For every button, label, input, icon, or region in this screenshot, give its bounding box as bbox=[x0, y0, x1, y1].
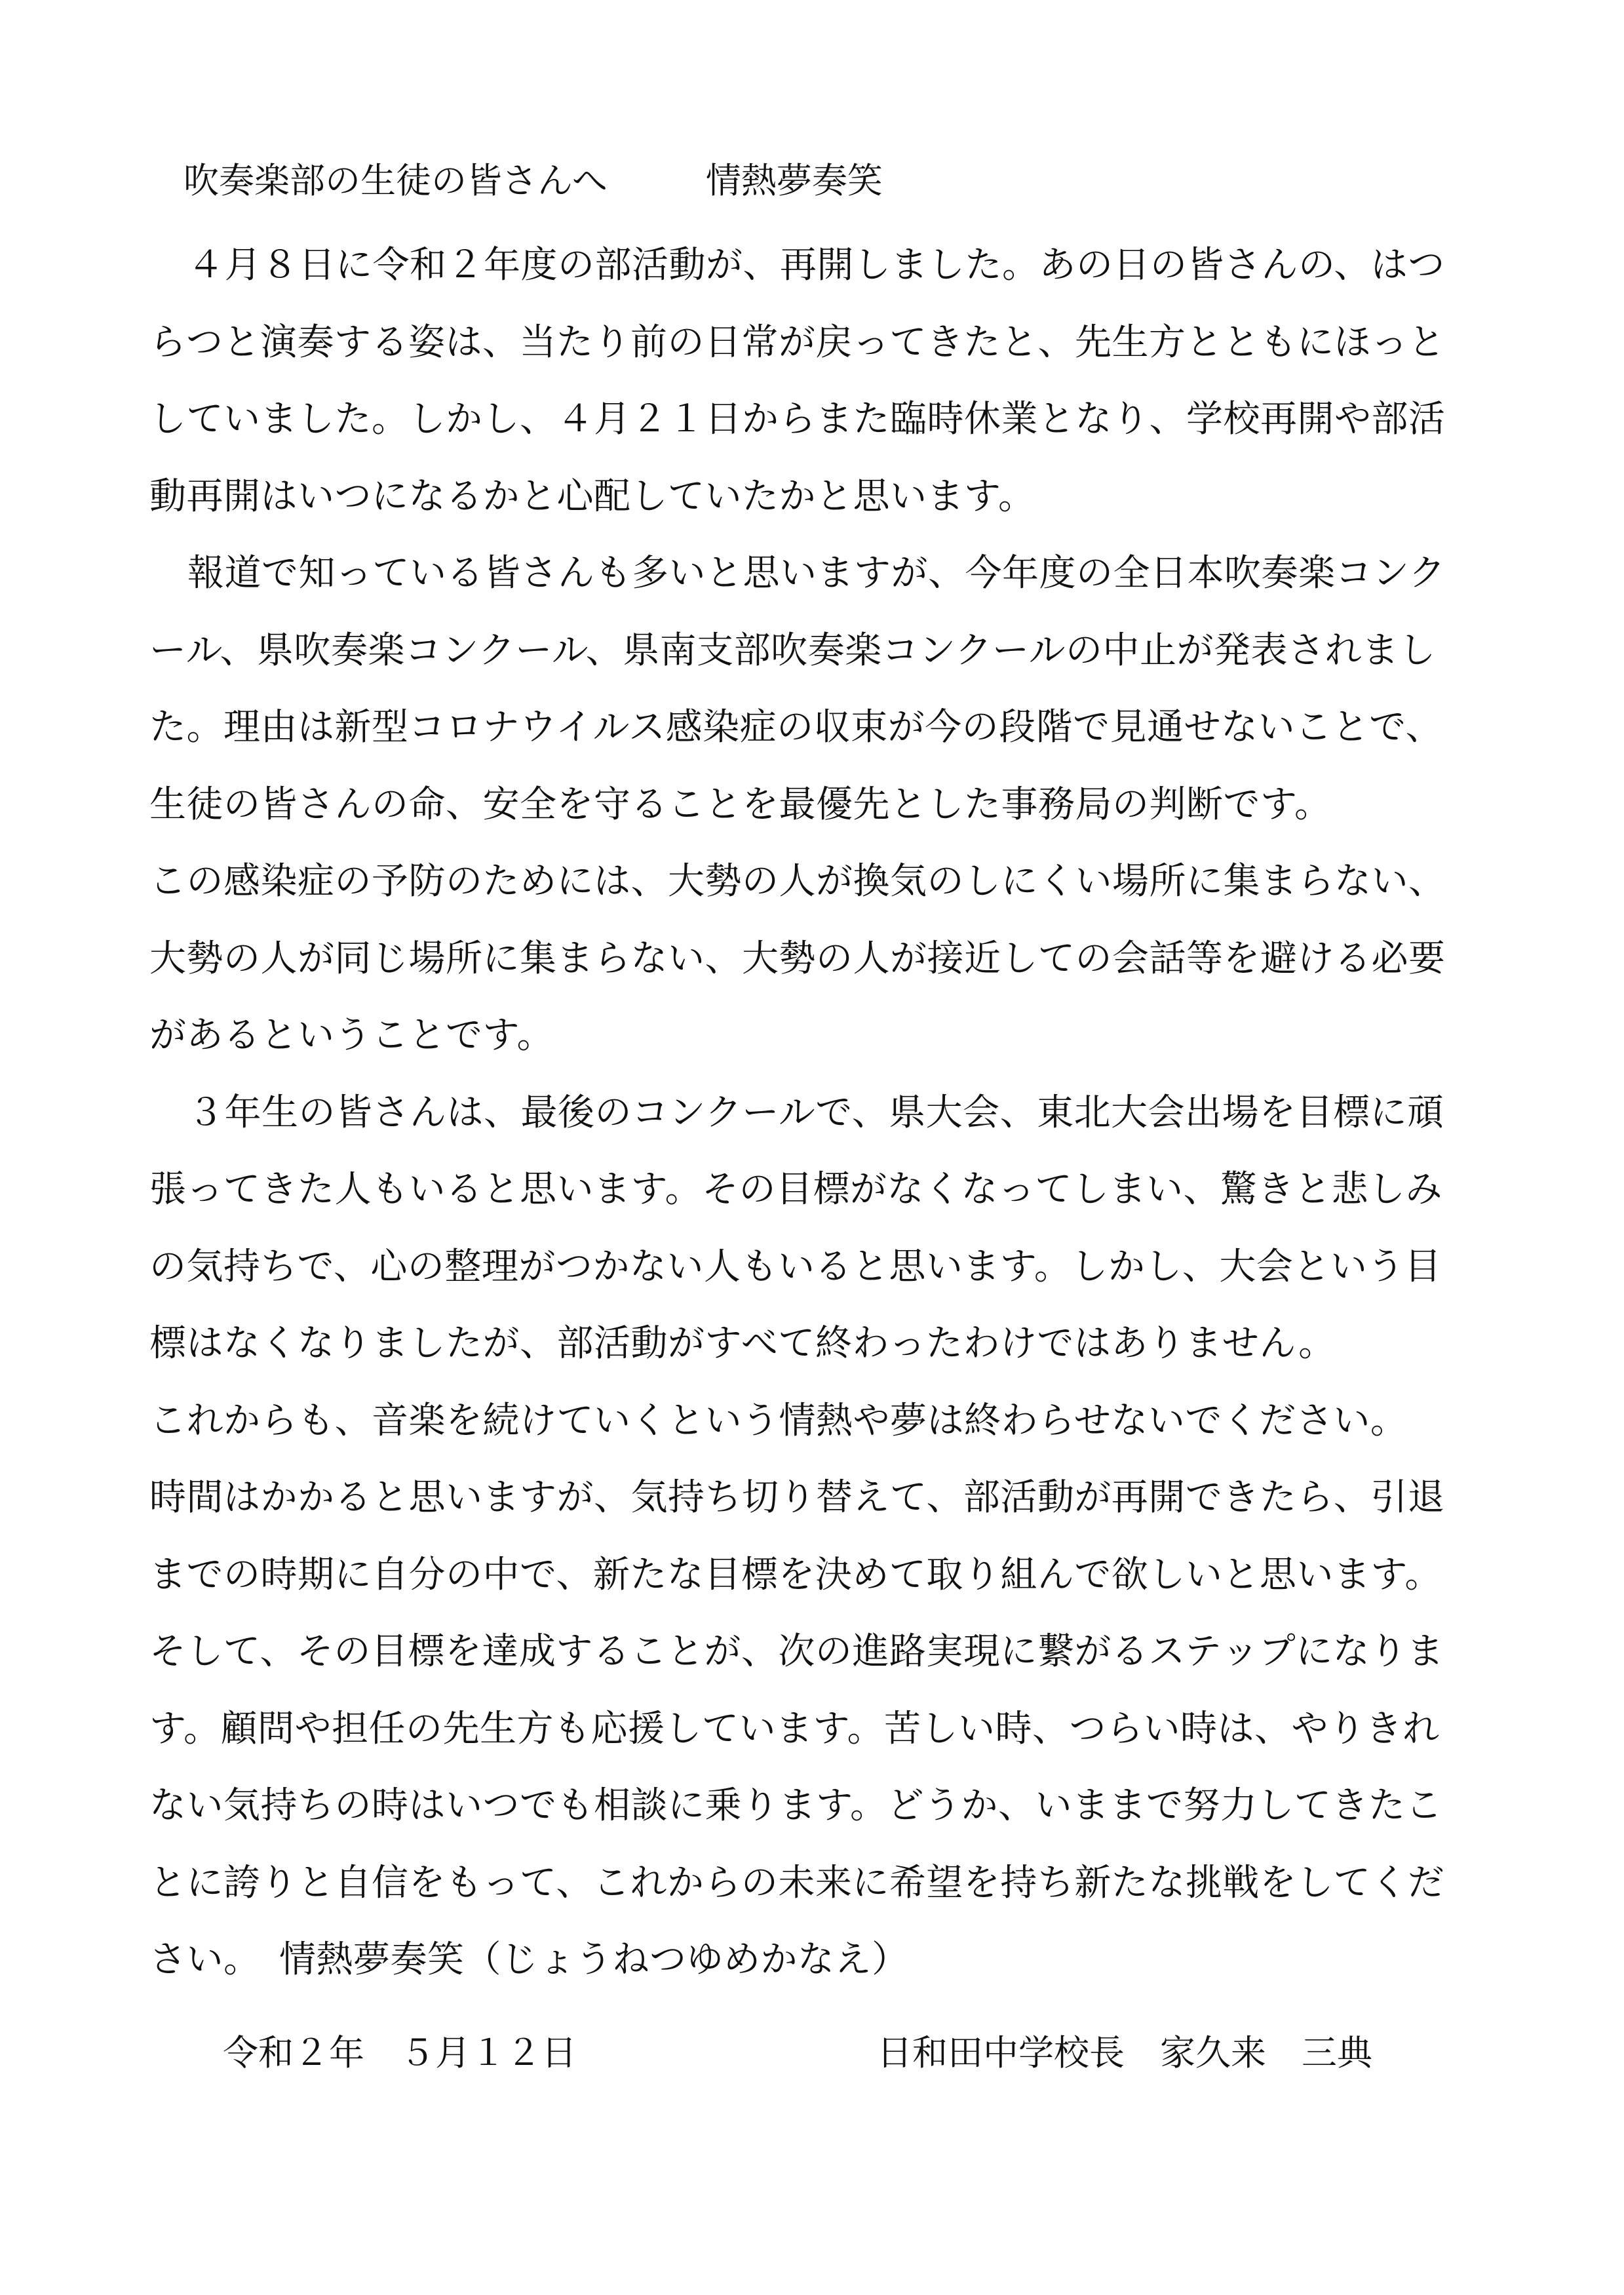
body-line: があるということです。 bbox=[149, 1014, 554, 1057]
body-line: これからも、音楽を続けていくという情熱や夢は終わらせないでください。 bbox=[149, 1399, 1408, 1442]
body-line: 時間はかかると思いますが、気持ち切り替えて、部活動が再開できたら、引退 bbox=[149, 1476, 1445, 1519]
body-line: 張ってきた人もいると思います。その目標がなくなってしまい、驚きと悲しみ bbox=[149, 1168, 1443, 1211]
body-line: す。顧問や担任の先生方も応援しています。苦しい時、つらい時は、やりきれ bbox=[149, 1707, 1440, 1750]
body-line: 報道で知っている皆さんも多いと思いますが、今年度の全日本吹奏楽コンク bbox=[187, 552, 1446, 595]
body-line: の気持ちで、心の整理がつかない人もいると思います。しかし、大会という目 bbox=[149, 1245, 1442, 1288]
motto-heading: 情熱夢奏笑 bbox=[705, 160, 883, 201]
body-line: ない気持ちの時はいつでも相談に乗ります。どうか、いままで努力してきたこ bbox=[149, 1784, 1443, 1827]
body-line: ール、県吹奏楽コンクール、県南支部吹奏楽コンクールの中止が発表されまし bbox=[149, 629, 1436, 672]
letter-signature: 日和田中学校長 家久来 三典 bbox=[877, 2032, 1372, 2073]
recipient-line: 吹奏楽部の生徒の皆さんへ bbox=[184, 160, 608, 201]
body-line: た。理由は新型コロナウイルス感染症の収束が今の段階で見通せないことで、 bbox=[149, 706, 1443, 749]
body-line: 生徒の皆さんの命、安全を守ることを最優先とした事務局の判断です。 bbox=[149, 783, 1332, 826]
letter-date: 令和２年 ５月１２日 bbox=[223, 2032, 577, 2073]
body-line: らつと演奏する姿は、当たり前の日常が戻ってきたと、先生方とともにほっと bbox=[149, 321, 1445, 364]
letter-body bbox=[149, 227, 1486, 1999]
body-line: ３年生の皆さんは、最後のコンクールで、県大会、東北大会出場を目標に頑 bbox=[187, 1091, 1444, 1134]
letter-heading bbox=[184, 155, 883, 207]
body-line: 標はなくなりましたが、部活動がすべて終わったわけではありません。 bbox=[149, 1322, 1336, 1365]
body-line: 動再開はいつになるかと心配していたかと思います。 bbox=[149, 475, 1035, 518]
body-line: ４月８日に令和２年度の部活動が、再開しました。あの日の皆さんの、はつ bbox=[187, 244, 1445, 286]
body-line: さい。 情熱夢奏笑（じょうねつゆめかなえ） bbox=[149, 1938, 909, 1981]
body-line: 大勢の人が同じ場所に集まらない、大勢の人が接近しての会話等を避ける必要 bbox=[149, 937, 1446, 980]
body-line: までの時期に自分の中で、新たな目標を決めて取り組んで欲しいと思います。 bbox=[149, 1553, 1442, 1596]
body-line: していました。しかし、４月２１日からまた臨時休業となり、学校再開や部活 bbox=[149, 398, 1446, 441]
body-line: とに誇りと自信をもって、これからの未来に希望を持ち新たな挑戦をしてくだ bbox=[149, 1861, 1445, 1904]
body-line: そして、その目標を達成することが、次の進路実現に繋がるステップになりま bbox=[149, 1630, 1444, 1673]
body-line: この感染症の予防のためには、大勢の人が換気のしにくい場所に集まらない、 bbox=[149, 860, 1446, 903]
